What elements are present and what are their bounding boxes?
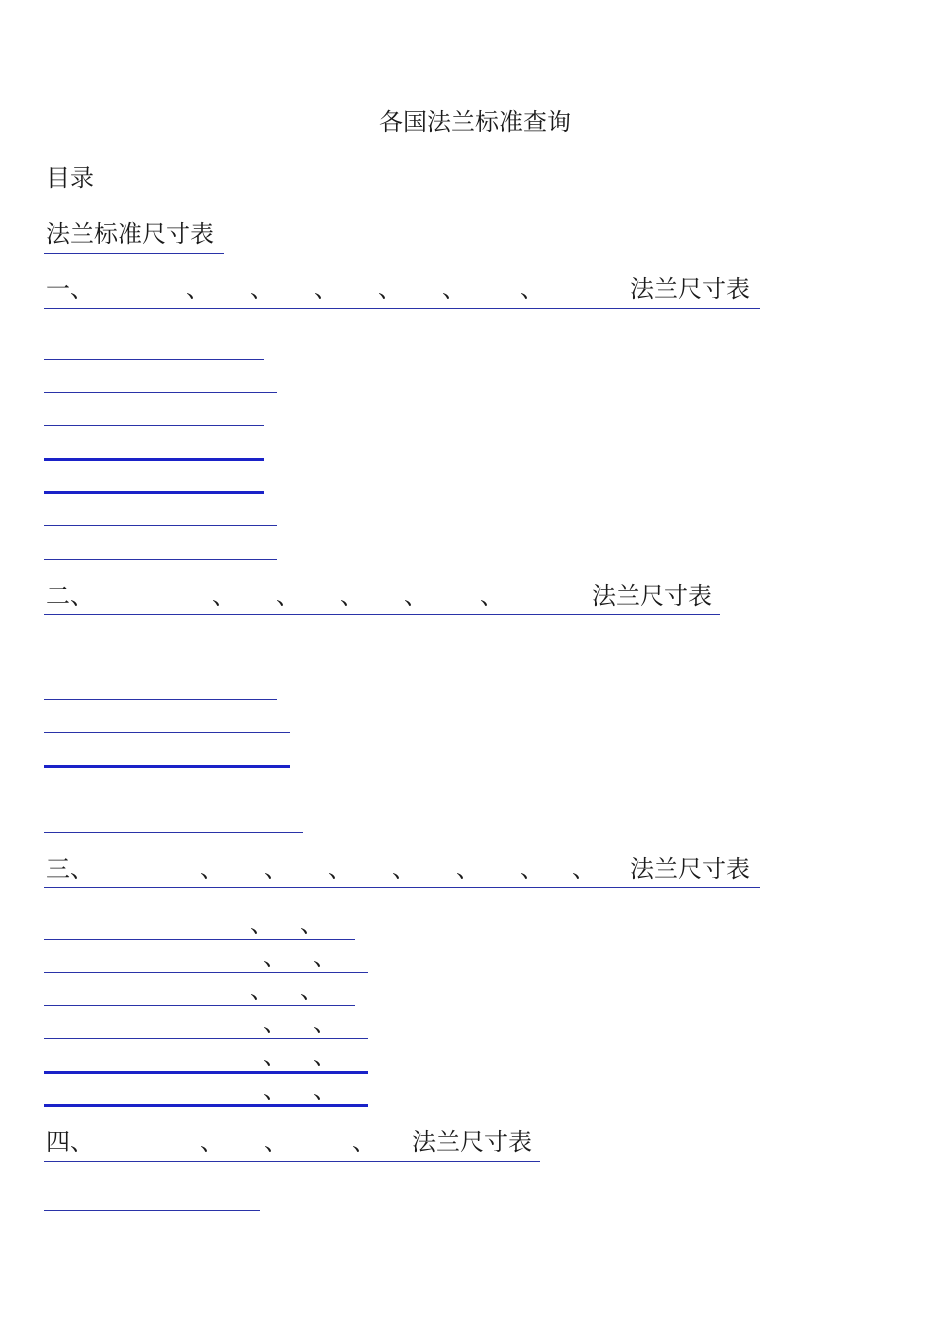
section-2-suffix: 法兰尺寸表 bbox=[592, 582, 712, 610]
section-3-sublink-sep: 、 bbox=[250, 976, 274, 1004]
section-2-sep: 、 bbox=[276, 582, 300, 610]
section-4-prefix: 四、 bbox=[46, 1128, 94, 1156]
section-1-sep: 、 bbox=[520, 275, 544, 303]
section-3-sep: 、 bbox=[328, 855, 352, 883]
section-1-sep: 、 bbox=[442, 275, 466, 303]
section-1-underline bbox=[44, 308, 760, 309]
section-4-sep: 、 bbox=[200, 1128, 224, 1156]
section-3-sublink[interactable] bbox=[44, 972, 368, 973]
section-3-sublink-sep: 、 bbox=[263, 943, 287, 971]
section-1-sublink[interactable] bbox=[44, 525, 277, 526]
toc-link-underline bbox=[44, 253, 224, 254]
section-4-sep: 、 bbox=[264, 1128, 288, 1156]
section-2-sublink[interactable] bbox=[44, 699, 277, 700]
section-2-sep: 、 bbox=[404, 582, 428, 610]
section-3-sep: 、 bbox=[264, 855, 288, 883]
section-3-sep: 、 bbox=[572, 855, 596, 883]
section-1-sublink[interactable] bbox=[44, 559, 277, 560]
section-1-suffix: 法兰尺寸表 bbox=[630, 275, 750, 303]
section-1-sublink[interactable] bbox=[44, 392, 277, 393]
section-1-prefix: 一、 bbox=[46, 275, 94, 303]
section-4-sep: 、 bbox=[352, 1128, 376, 1156]
section-4-heading[interactable] bbox=[46, 1126, 542, 1158]
section-4-underline bbox=[44, 1161, 540, 1162]
section-3-sublink-sep: 、 bbox=[313, 1009, 337, 1037]
section-2-sublink[interactable] bbox=[44, 732, 290, 733]
section-1-heading[interactable] bbox=[46, 273, 762, 305]
section-1-sep: 、 bbox=[314, 275, 338, 303]
section-3-sublink-sep: 、 bbox=[263, 1042, 287, 1070]
section-3-sublink[interactable] bbox=[44, 1038, 368, 1039]
section-3-underline bbox=[44, 887, 760, 888]
toc-label: 目录 bbox=[46, 164, 94, 192]
section-3-sublink-sep: 、 bbox=[263, 1076, 287, 1104]
section-2-sep: 、 bbox=[480, 582, 504, 610]
section-3-sublink[interactable] bbox=[44, 1005, 355, 1006]
section-3-prefix: 三、 bbox=[46, 855, 94, 883]
page-title: 各国法兰标准查询 bbox=[379, 108, 571, 136]
section-3-sublink-sep: 、 bbox=[300, 976, 324, 1004]
section-3-sep: 、 bbox=[456, 855, 480, 883]
section-1-sublink[interactable] bbox=[44, 359, 264, 360]
section-3-sublink-sep: 、 bbox=[313, 1076, 337, 1104]
section-3-sep: 、 bbox=[200, 855, 224, 883]
section-1-sep: 、 bbox=[378, 275, 402, 303]
section-3-sublink-sep: 、 bbox=[313, 1042, 337, 1070]
section-3-sublink[interactable] bbox=[44, 1104, 368, 1107]
section-2-underline bbox=[44, 614, 720, 615]
section-3-sublink-sep: 、 bbox=[300, 910, 324, 938]
section-2-sublink[interactable] bbox=[44, 765, 290, 768]
section-3-heading[interactable] bbox=[46, 853, 762, 885]
section-3-sublink-sep: 、 bbox=[250, 910, 274, 938]
section-3-sep: 、 bbox=[520, 855, 544, 883]
section-2-sublink[interactable] bbox=[44, 832, 303, 833]
section-2-prefix: 二、 bbox=[46, 582, 94, 610]
section-2-sep: 、 bbox=[212, 582, 236, 610]
section-1-sublink[interactable] bbox=[44, 458, 264, 461]
section-3-sublink[interactable] bbox=[44, 939, 355, 940]
section-2-sep: 、 bbox=[340, 582, 364, 610]
toc-link-flange-tables[interactable]: 法兰标准尺寸表 bbox=[46, 220, 214, 248]
section-4-suffix: 法兰尺寸表 bbox=[412, 1128, 532, 1156]
section-2-heading[interactable] bbox=[46, 580, 722, 612]
section-1-sublink[interactable] bbox=[44, 425, 264, 426]
section-1-sublink[interactable] bbox=[44, 491, 264, 494]
section-3-sublink-sep: 、 bbox=[313, 943, 337, 971]
section-4-sublink[interactable] bbox=[44, 1210, 260, 1211]
section-1-sep: 、 bbox=[186, 275, 210, 303]
section-3-sublink-sep: 、 bbox=[263, 1009, 287, 1037]
section-3-suffix: 法兰尺寸表 bbox=[630, 855, 750, 883]
section-1-sep: 、 bbox=[250, 275, 274, 303]
section-3-sep: 、 bbox=[392, 855, 416, 883]
